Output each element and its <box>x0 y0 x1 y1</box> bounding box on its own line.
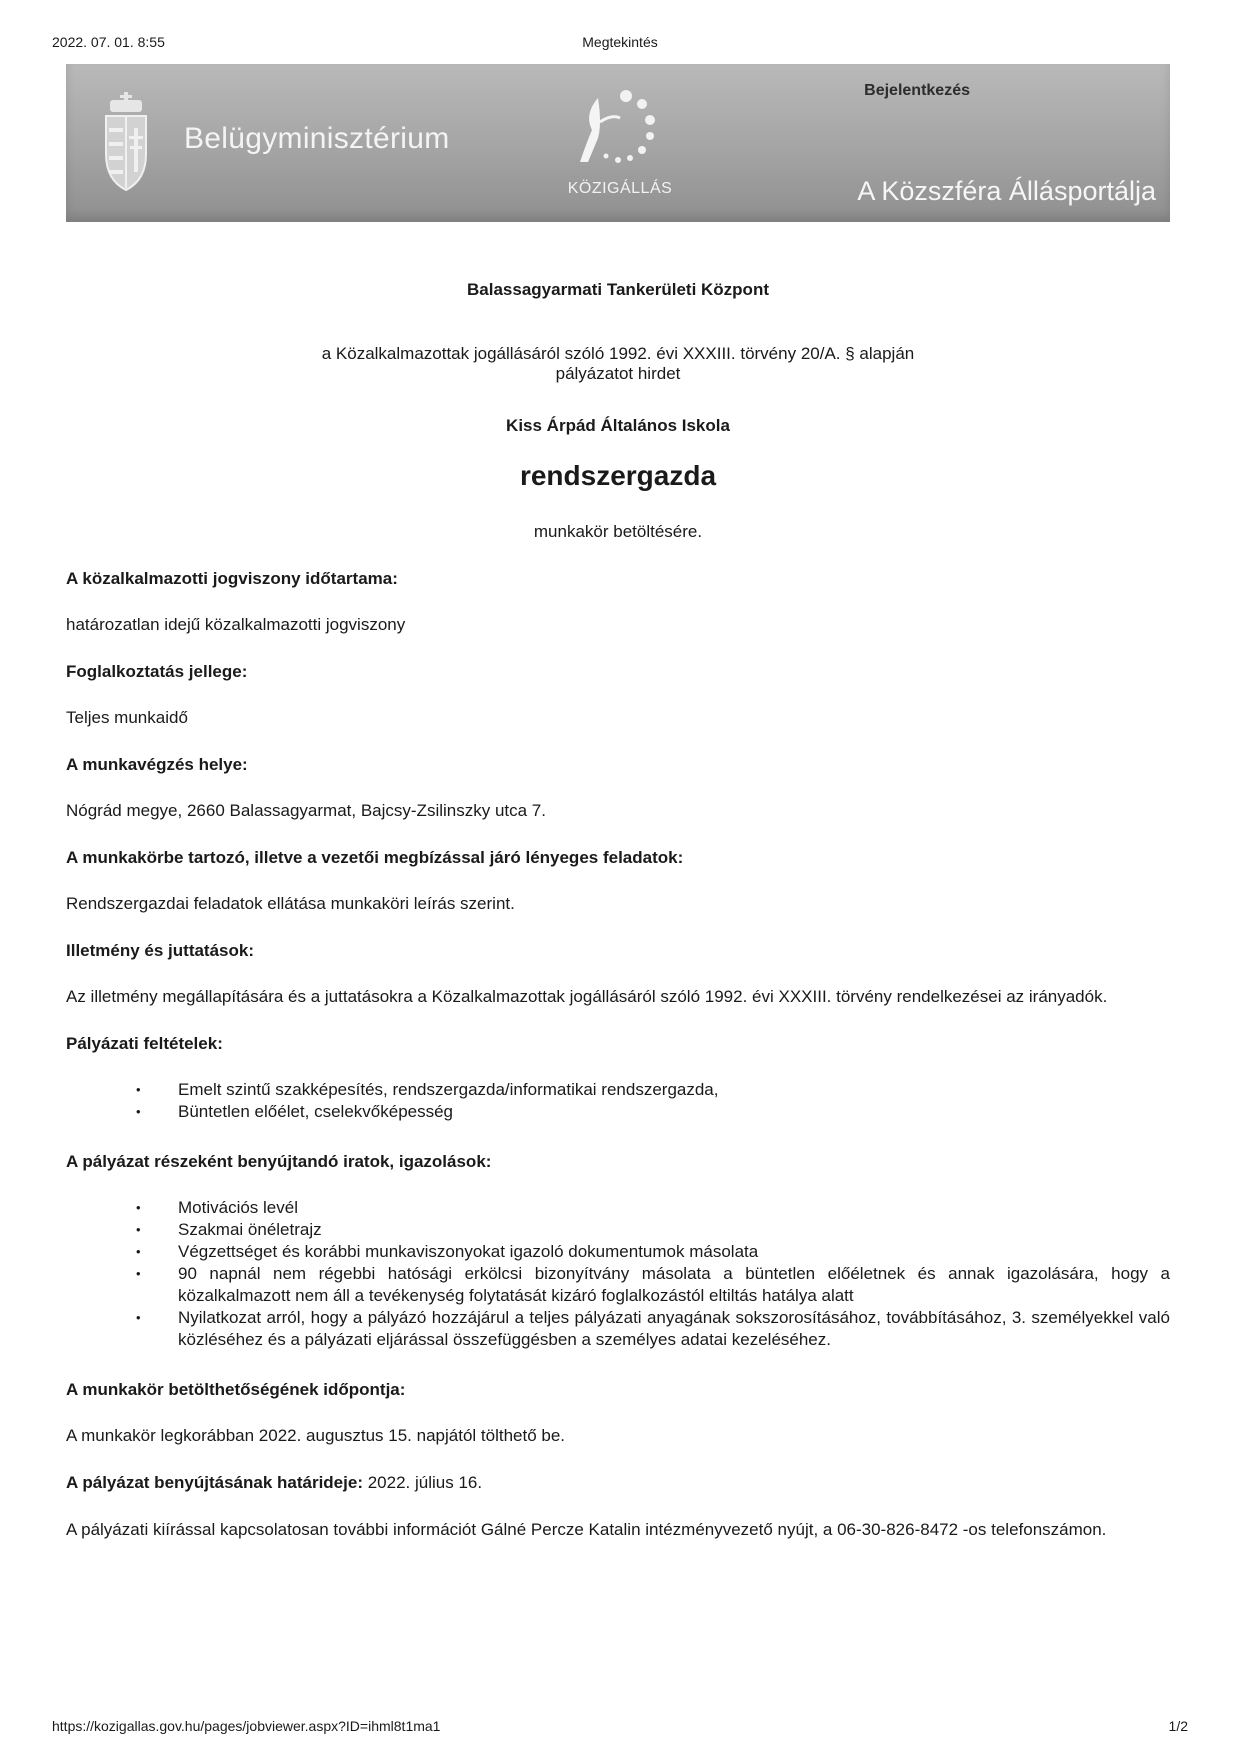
print-date: 2022. 07. 01. 8:55 <box>52 34 165 50</box>
location-value: Nógrád megye, 2660 Balassagyarmat, Bajcsy-Zsilinszky utca 7. <box>66 801 546 820</box>
salary-value: Az illetmény megállapítására és a juttatásokra a Közalkalmazottak jogállásáról szóló 1992. évi XXXIII. törvény rendelkezései az irányadók. <box>66 987 1108 1006</box>
deadline-label: A pályázat benyújtásának határideje: <box>66 1473 363 1492</box>
start-title: A munkakör betölthetőségének időpontja: <box>66 1380 406 1399</box>
organization-name: Balassagyarmati Tankerületi Központ <box>467 280 769 299</box>
list-item: • Emelt szintű szakképesítés, rendszergazda/informatikai rendszergazda, <box>136 1079 1170 1101</box>
salary-title: Illetmény és juttatások: <box>66 941 255 960</box>
login-link[interactable]: Bejelentkezés <box>864 82 970 99</box>
legal-intro-line1: a Közalkalmazottak jogállásáról szóló 1992. évi XXXIII. törvény 20/A. § alapján <box>321 344 915 363</box>
employment-value: Teljes munkaidő <box>66 708 188 727</box>
page-url: https://kozigallas.gov.hu/pages/jobviewer.aspx?ID=ihml8t1ma1 <box>52 1718 441 1734</box>
start-value: A munkakör legkorábban 2022. augusztus 15. napjától tölthető be. <box>66 1426 566 1445</box>
ministry-name: Belügyminisztérium <box>184 122 450 155</box>
school-name: Kiss Árpád Általános Iskola <box>506 416 730 435</box>
employment-title: Foglalkoztatás jellege: <box>66 662 248 681</box>
kozigallas-label: KÖZIGÁLLÁS <box>567 180 673 197</box>
conditions-list <box>66 1079 1170 1123</box>
job-details <box>66 568 1170 1566</box>
list-item: • Szakmai önéletrajz <box>136 1219 1170 1241</box>
tasks-value: Rendszergazdai feladatok ellátása munkaköri leírás szerint. <box>66 894 515 913</box>
list-item: • 90 napnál nem régebbi hatósági erkölcsi bizonyítvány másolata a büntetlen előéletnek és annak igazolására, hogy a közalkalmazott nem áll a tevékenység folytatását kizáró foglalkozástól eltiltás hatálya alatt <box>136 1263 1170 1307</box>
list-item: • Végzettséget és korábbi munkaviszonyokat igazoló dokumentumok másolata <box>136 1241 1170 1263</box>
info-value: A pályázati kiírással kapcsolatosan további információt Gálné Percze Katalin intézményvezető nyújt, a 06-30-826-8472 -os telefonszámon. <box>66 1520 1107 1539</box>
site-banner <box>66 64 1170 222</box>
documents-list <box>66 1197 1170 1351</box>
coat-of-arms-icon <box>100 92 152 194</box>
print-header <box>52 34 1188 54</box>
position-subtitle: munkakör betöltésére. <box>533 522 703 541</box>
deadline-value: 2022. július 16. <box>367 1473 483 1492</box>
documents-title: A pályázat részeként benyújtandó iratok, igazolások: <box>66 1152 492 1171</box>
kozigallas-logo-icon <box>558 78 678 178</box>
legal-intro <box>66 344 1170 384</box>
location-title: A munkavégzés helye: <box>66 755 248 774</box>
duration-value: határozatlan idejű közalkalmazotti jogviszony <box>66 615 406 634</box>
duration-title: A közalkalmazotti jogviszony időtartama: <box>66 569 398 588</box>
page-number: 1/2 <box>1168 1718 1188 1734</box>
list-item: • Büntetlen előélet, cselekvőképesség <box>136 1101 1170 1123</box>
deadline-line <box>66 1472 1170 1493</box>
list-item: • Nyilatkozat arról, hogy a pályázó hozzájárul a teljes pályázati anyagának sokszorosításához, továbbításához, 3. személyekkel való közléséhez és a pályázati eljárással összefüggésben a személyes adatai kezeléséhez. <box>136 1307 1170 1351</box>
list-item: • Motivációs levél <box>136 1197 1170 1219</box>
conditions-title: Pályázati feltételek: <box>66 1034 223 1053</box>
position-title: rendszergazda <box>519 460 717 491</box>
legal-intro-line2: pályázatot hirdet <box>555 364 681 383</box>
print-title: Megtekintés <box>582 34 658 50</box>
tasks-title: A munkakörbe tartozó, illetve a vezetői megbízással járó lényeges feladatok: <box>66 848 684 867</box>
portal-title: A Közszféra Állásportálja <box>857 176 1156 206</box>
